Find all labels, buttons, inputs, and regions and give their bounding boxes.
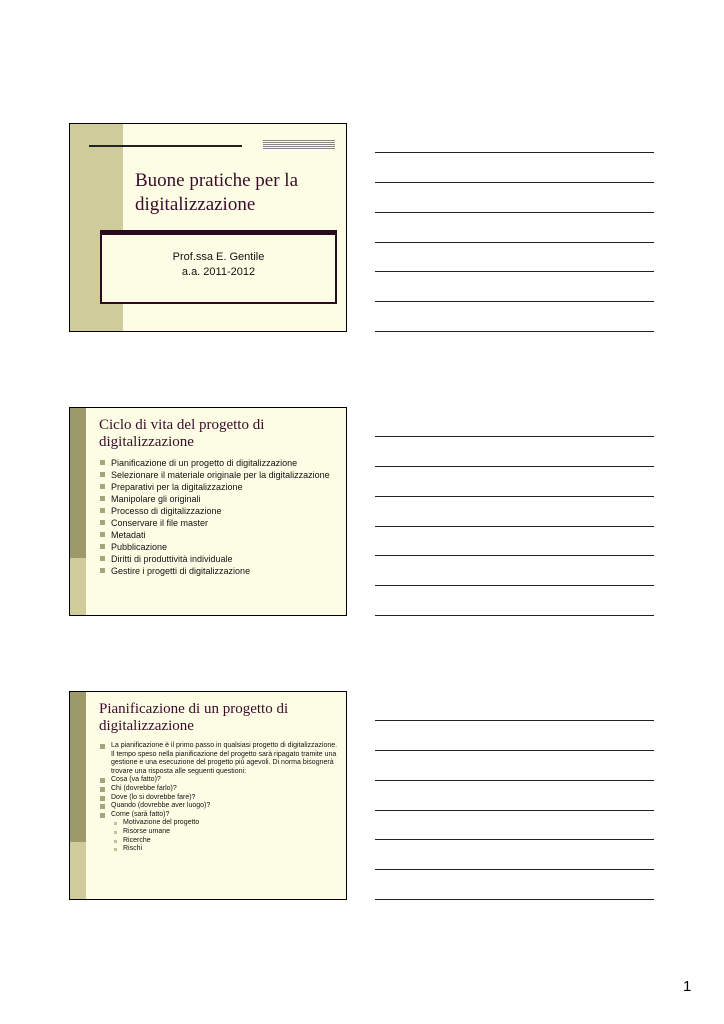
list-item: Selezionare il materiale originale per la digitalizzazione xyxy=(100,469,340,481)
list-item: Diritti di produttività individuale xyxy=(100,553,340,565)
note-line xyxy=(375,466,654,467)
sub-list-item: Rischi xyxy=(114,845,340,854)
list-item: Quando (dovrebbe aver luogo)? xyxy=(100,802,340,811)
slide-2 xyxy=(69,407,347,616)
note-line xyxy=(375,152,654,153)
note-line xyxy=(375,331,654,332)
slide-title: Pianificazione di un progetto di digitalizzazione xyxy=(99,701,289,734)
note-line xyxy=(375,899,654,900)
slide-sidebar-decoration xyxy=(70,692,86,899)
note-line xyxy=(375,615,654,616)
sub-list-item: Risorse umane xyxy=(114,828,340,837)
list-item: Preparativi per la digitalizzazione xyxy=(100,481,340,493)
list-item: Chi (dovrebbe farlo)? xyxy=(100,785,340,794)
note-line xyxy=(375,869,654,870)
slide-title: Buone pratiche per la digitalizzazione xyxy=(135,170,299,215)
list-item: Cosa (va fatto)? xyxy=(100,776,340,785)
list-item: La pianificazione è il primo passo in qualsiasi progetto di digitalizzazione. Il tempo speso nella pianificazione del progetto sarà ripagato tramite una gestione e una esecuzione del progetto più agevoli. Di norma bisognerà trovare una risposta alle seguenti questioni: xyxy=(100,742,340,776)
subtitle-author: Prof.ssa E. Gentile xyxy=(172,251,265,263)
note-line xyxy=(375,810,654,811)
note-line xyxy=(375,301,654,302)
note-line xyxy=(375,242,654,243)
list-item: Pianificazione di un progetto di digitalizzazione xyxy=(100,457,340,469)
list-item: Manipolare gli originali xyxy=(100,493,340,505)
page-number: 1 xyxy=(683,978,692,995)
list-item: Dove (lo si dovrebbe fare)? xyxy=(100,794,340,803)
note-line xyxy=(375,780,654,781)
slide-1 xyxy=(69,123,347,332)
note-line xyxy=(375,212,654,213)
list-item: Pubblicazione xyxy=(100,541,340,553)
list-item: Come (sarà fatto)? xyxy=(100,811,340,820)
subtitle-year: a.a. 2011-2012 xyxy=(181,266,256,278)
subtitle-box xyxy=(100,230,337,304)
list-item: Conservare il file master xyxy=(100,517,340,529)
title-rule-line xyxy=(89,145,242,147)
note-line xyxy=(375,555,654,556)
note-line xyxy=(375,750,654,751)
note-line xyxy=(375,585,654,586)
slide-3 xyxy=(69,691,347,900)
hatched-rule-decoration xyxy=(263,140,335,149)
list-item: Processo di digitalizzazione xyxy=(100,505,340,517)
bullet-list xyxy=(100,457,340,577)
note-line xyxy=(375,271,654,272)
slide-title: Ciclo di vita del progetto di digitalizzazione xyxy=(99,417,265,450)
sub-list-item: Ricerche xyxy=(114,837,340,846)
note-line xyxy=(375,839,654,840)
note-line xyxy=(375,720,654,721)
slide-sidebar-decoration xyxy=(70,408,86,615)
note-line xyxy=(375,436,654,437)
note-line xyxy=(375,496,654,497)
note-line xyxy=(375,182,654,183)
list-item: Gestire i progetti di digitalizzazione xyxy=(100,565,340,577)
list-item: Metadati xyxy=(100,529,340,541)
note-line xyxy=(375,526,654,527)
bullet-list xyxy=(100,742,340,854)
sub-list-item: Motivazione del progetto xyxy=(114,819,340,828)
